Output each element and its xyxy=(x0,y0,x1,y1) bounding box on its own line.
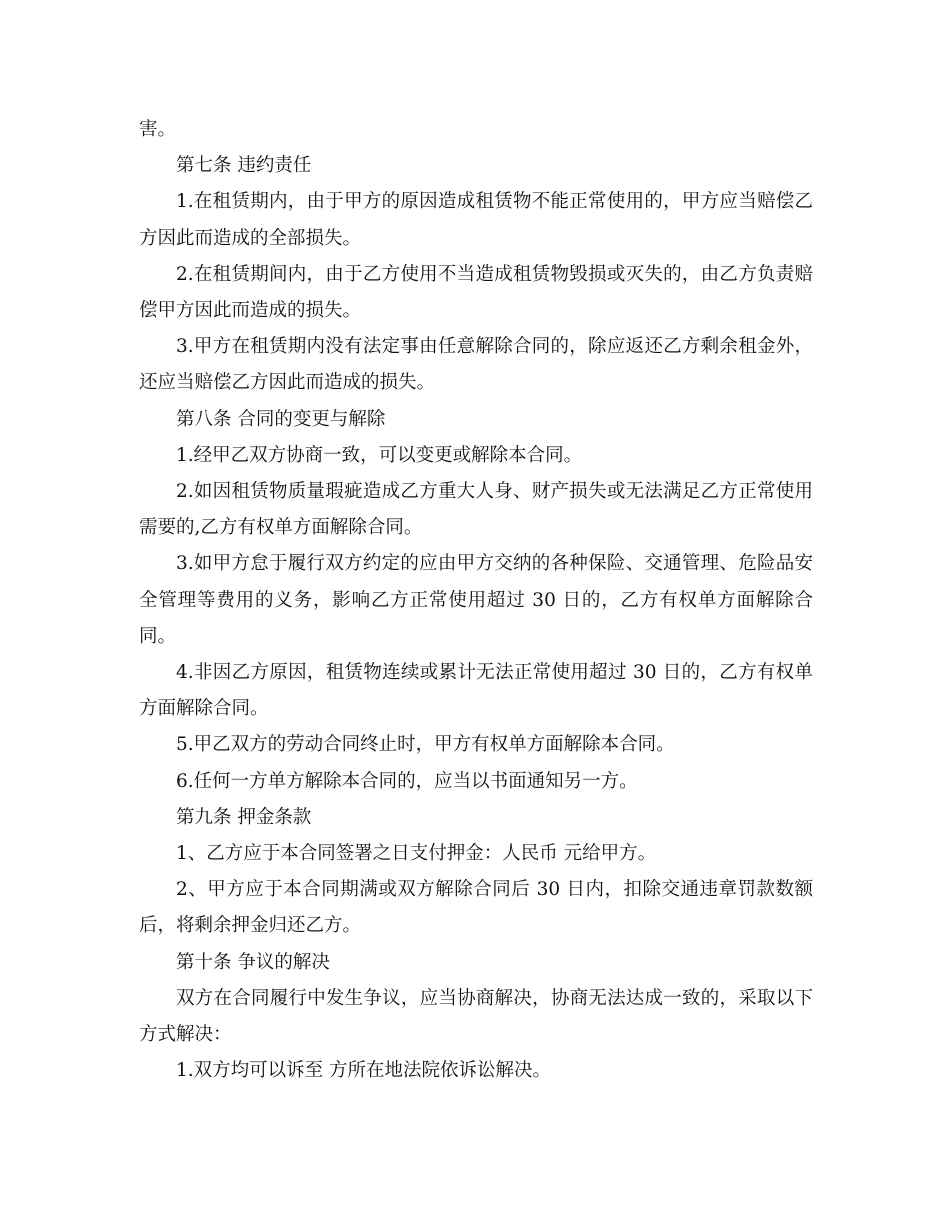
article-7-clause-1: 1.在租赁期内，由于甲方的原因造成租赁物不能正常使用的，甲方应当赔偿乙方因此而造成的全部损失。 xyxy=(139,191,813,249)
article-9-clause-1: 1、乙方应于本合同签署之日支付押金：人民币 元给甲方。 xyxy=(176,843,657,865)
article-10-clause-1: 1.双方均可以诉至 方所在地法院依诉讼解决。 xyxy=(176,1060,552,1082)
article-8-clause-6: 6.任何一方单方解除本合同的，应当以书面通知另一方。 xyxy=(176,770,638,792)
article-8-clause-2: 2.如因租赁物质量瑕疵造成乙方重大人身、财产损失或无法满足乙方正常使用需要的,乙方有权单方面解除合同。 xyxy=(139,481,813,539)
article-10-heading: 第十条 争议的解决 xyxy=(176,951,330,973)
article-8-heading: 第八条 合同的变更与解除 xyxy=(176,408,386,430)
paragraph-continuation: 害。 xyxy=(139,119,177,140)
article-8-clause-4: 4.非因乙方原因，租赁物连续或累计无法正常使用超过 30 日的，乙方有权单方面解除合同。 xyxy=(139,662,813,720)
article-7-clause-3: 3.甲方在租赁期内没有法定事由任意解除合同的，除应返还乙方剩余租金外，还应当赔偿乙方因此而造成的损失。 xyxy=(139,336,813,394)
article-7-heading: 第七条 违约责任 xyxy=(176,155,312,177)
article-8-clause-1: 1.经甲乙双方协商一致，可以变更或解除本合同。 xyxy=(176,444,583,466)
article-8-clause-5: 5.甲乙双方的劳动合同终止时，甲方有权单方面解除本合同。 xyxy=(176,734,675,756)
article-10-intro: 双方在合同履行中发生争议，应当协商解决，协商无法达成一致的，采取以下方式解决： xyxy=(139,987,813,1046)
article-8-clause-3: 3.如甲方怠于履行双方约定的应由甲方交纳的各种保险、交通管理、危险品安全管理等费用的义务，影响乙方正常使用超过 30 日的，乙方有权单方面解除合同。 xyxy=(139,553,813,647)
article-9-heading: 第九条 押金条款 xyxy=(176,806,312,828)
article-9-clause-2: 2、甲方应于本合同期满或双方解除合同后 30 日内，扣除交通违章罚款数额后，将剩余押金归还乙方。 xyxy=(139,879,813,937)
document-body xyxy=(139,112,813,1089)
article-7-clause-2: 2.在租赁期间内，由于乙方使用不当造成租赁物毁损或灭失的，由乙方负责赔偿甲方因此而造成的损失。 xyxy=(139,263,813,322)
